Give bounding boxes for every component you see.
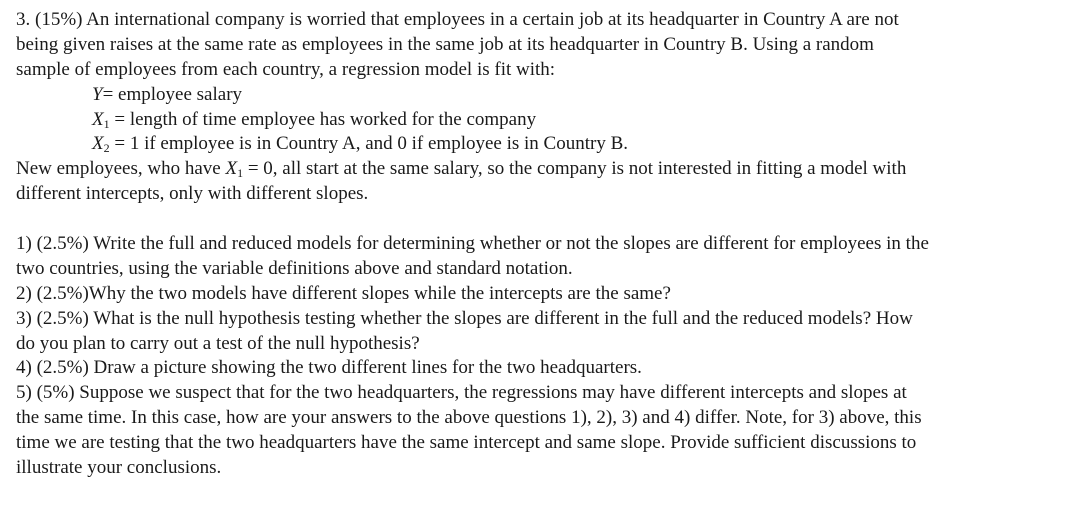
- variable-definition: = length of time employee has worked for the company: [109, 108, 537, 130]
- text-segment: = 0, all start at the same salary, so the company is not interested in fitting a model with: [243, 158, 907, 180]
- text-line: different intercepts, only with different slopes.: [16, 183, 369, 205]
- variable-symbol: X: [225, 158, 238, 180]
- subquestion-line: 1) (2.5%) Write the full and reduced models for determining whether or not the slopes are different for employees in the: [16, 233, 929, 255]
- subquestion-line: time we are testing that the two headquarters have the same intercept and same slope. Provide sufficient discussions to: [16, 432, 917, 454]
- paragraph-gap: [16, 207, 1082, 232]
- subquestion-line: 2) (2.5%)Why the two models have different slopes while the intercepts are the same?: [16, 282, 671, 304]
- text-line: being given raises at the same rate as employees in the same job at its headquarter in Country B. Using a random: [16, 33, 874, 55]
- variable-x1-definition: [16, 108, 1082, 133]
- subquestion-line: do you plan to carry out a test of the null hypothesis?: [16, 332, 420, 354]
- subquestion-line: 5) (5%) Suppose we suspect that for the two headquarters, the regressions may have different intercepts and slopes at: [16, 382, 907, 404]
- subquestion-line: 4) (2.5%) Draw a picture showing the two different lines for the two headquarters.: [16, 357, 642, 379]
- subquestion-line: illustrate your conclusions.: [16, 457, 222, 479]
- variable-definition: = 1 if employee is in Country A, and 0 if employee is in Country B.: [109, 133, 628, 155]
- subquestion-line: the same time. In this case, how are your answers to the above questions 1), 2), 3) and 4) differ. Note, for 3) above, this: [16, 407, 922, 429]
- new-employees-paragraph: [16, 157, 1082, 207]
- subquestions-list: [16, 232, 1082, 481]
- variable-subscript: 1: [103, 116, 110, 131]
- text-line: [16, 157, 1082, 182]
- variable-x2-definition: [16, 132, 1082, 157]
- variable-y-definition: [16, 83, 1082, 108]
- document-body: [16, 8, 1082, 481]
- subquestion-line: 3) (2.5%) What is the null hypothesis testing whether the slopes are different in the full and the reduced models? How: [16, 307, 913, 329]
- variable-symbol: X: [92, 108, 104, 130]
- question-intro: [16, 8, 1082, 83]
- variable-subscript: 1: [237, 166, 244, 181]
- text-segment: New employees, who have: [16, 158, 226, 180]
- text-line: sample of employees from each country, a regression model is fit with:: [16, 58, 556, 80]
- variable-symbol: X: [92, 133, 104, 155]
- variable-definitions: [16, 83, 1082, 158]
- variable-definition: = employee salary: [102, 83, 243, 105]
- variable-subscript: 2: [103, 141, 110, 156]
- variable-symbol: Y: [92, 83, 103, 105]
- text-line: 3. (15%) An international company is worried that employees in a certain job at its headquarter in Country A are not: [16, 9, 899, 30]
- subquestion-line: two countries, using the variable definitions above and standard notation.: [16, 257, 573, 279]
